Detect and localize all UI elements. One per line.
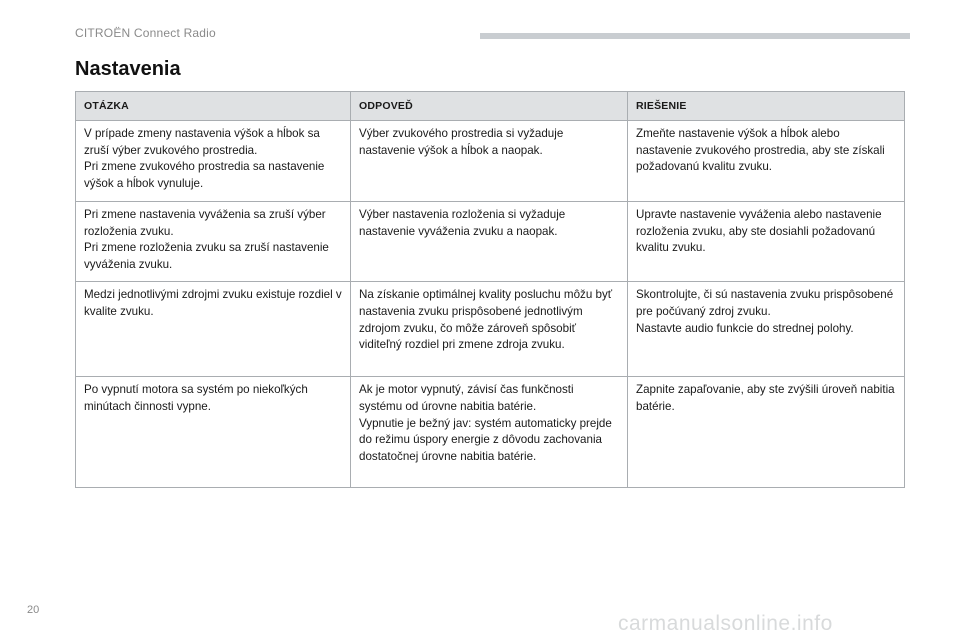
answer-cell xyxy=(351,202,628,282)
cell-paragraph: Medzi jednotlivými zdrojmi zvuku existuje rozdiel v kvalite zvuku. xyxy=(84,288,342,318)
solution-cell xyxy=(628,202,905,282)
cell-paragraph: Pri zmene nastavenia vyváženia sa zruší výber rozloženia zvuku. xyxy=(84,208,326,238)
cell-paragraph: Pri zmene rozloženia zvuku sa zruší nastavenie vyváženia zvuku. xyxy=(84,241,329,271)
question-cell xyxy=(76,282,351,377)
answer-cell xyxy=(351,377,628,488)
question-cell xyxy=(76,377,351,488)
cell-paragraph: Ak je motor vypnutý, závisí čas funkčnosti systému od úrovne nabitia batérie. xyxy=(359,383,574,413)
column-header-answer: ODPOVEĎ xyxy=(351,92,628,121)
table-header-row xyxy=(76,92,905,121)
solution-cell xyxy=(628,282,905,377)
cell-paragraph: Na získanie optimálnej kvality posluchu môžu byť nastavenia zvuku prispôsobené jednotlivým zdrojom zvuku, čo môže zároveň spôsobiť viditeľný rozdiel pri zmene zdroja zvuku. xyxy=(359,288,613,352)
question-cell xyxy=(76,121,351,202)
question-cell xyxy=(76,202,351,282)
cell-paragraph: Nastavte audio funkcie do strednej polohy. xyxy=(636,321,854,335)
answer-cell xyxy=(351,282,628,377)
cell-paragraph: Výber nastavenia rozloženia si vyžaduje nastavenie vyváženia zvuku a naopak. xyxy=(359,208,566,238)
faq-table xyxy=(75,91,905,488)
cell-paragraph: V prípade zmeny nastavenia výšok a hĺbok sa zruší výber zvukového prostredia. xyxy=(84,127,320,157)
table-row xyxy=(76,377,905,488)
watermark-text: carmanualsonline.info xyxy=(618,612,833,635)
cell-paragraph: Zapnite zapaľovanie, aby ste zvýšili úroveň nabitia batérie. xyxy=(636,383,895,413)
cell-paragraph: Po vypnutí motora sa systém po niekoľkých minútach činnosti vypne. xyxy=(84,383,308,413)
cell-paragraph: Skontrolujte, či sú nastavenia zvuku prispôsobené pre počúvaný zdroj zvuku. xyxy=(636,288,894,318)
solution-cell xyxy=(628,121,905,202)
column-header-solution: RIEŠENIE xyxy=(628,92,905,121)
cell-paragraph: Výber zvukového prostredia si vyžaduje nastavenie výšok a hĺbok a naopak. xyxy=(359,127,564,157)
cell-paragraph: Vypnutie je bežný jav: systém automaticky prejde do režimu úspory energie z dôvodu zachovania dostatočnej úrovne nabitia batérie. xyxy=(359,416,612,463)
page-number: 20 xyxy=(27,604,40,616)
answer-cell xyxy=(351,121,628,202)
cell-paragraph: Upravte nastavenie vyváženia alebo nastavenie rozloženia zvuku, aby ste dosiahli požadovanú kvalitu zvuku. xyxy=(636,208,882,255)
table-row xyxy=(76,202,905,282)
column-header-question: OTÁZKA xyxy=(76,92,351,121)
page-title: Nastavenia xyxy=(75,58,181,80)
solution-cell xyxy=(628,377,905,488)
running-header-title: CITROËN Connect Radio xyxy=(75,26,216,40)
table-row xyxy=(76,121,905,202)
header-divider-bar xyxy=(480,33,910,39)
cell-paragraph: Pri zmene zvukového prostredia sa nastavenie výšok a hĺbok vynuluje. xyxy=(84,160,325,190)
cell-paragraph: Zmeňte nastavenie výšok a hĺbok alebo nastavenie zvukového prostredia, aby ste získali požadovanú kvalitu zvuku. xyxy=(636,127,885,174)
table-row xyxy=(76,282,905,377)
